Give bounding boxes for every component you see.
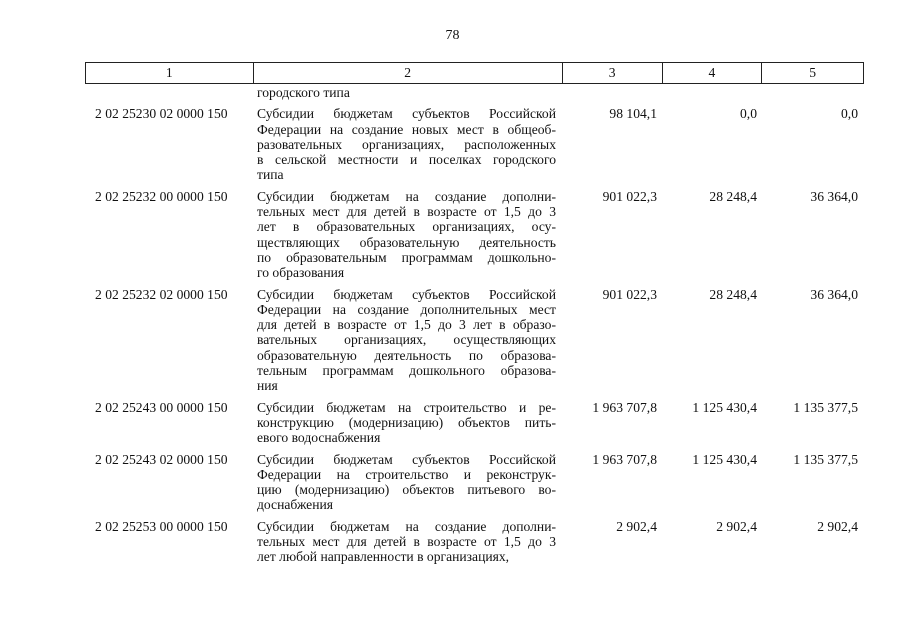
row-value-4: 28 248,4 bbox=[709, 188, 757, 204]
row-description-line: в сельской местности и поселках городского bbox=[257, 152, 556, 168]
row-value-5: 36 364,0 bbox=[810, 286, 858, 302]
row-description-line: образовательную деятельность по образова- bbox=[257, 347, 556, 363]
row-value-3: 901 022,3 bbox=[602, 188, 657, 204]
header-col-5: 5 bbox=[809, 65, 817, 80]
row-description-line: Субсидии бюджетам на строительство и ре- bbox=[257, 399, 556, 415]
row-value-4: 1 125 430,4 bbox=[692, 399, 757, 415]
row-value-3: 98 104,1 bbox=[609, 106, 657, 122]
row-description-line: Субсидии бюджетам на создание дополни- bbox=[257, 518, 556, 534]
row-description-line: разовательных организациях, расположенных bbox=[257, 136, 556, 152]
table-row bbox=[85, 400, 864, 446]
row-description bbox=[253, 189, 563, 281]
row-description-line: ществляющих образовательную деятельность bbox=[257, 234, 556, 250]
header-col-3: 3 bbox=[563, 63, 663, 83]
row-description-line: Субсидии бюджетам субъектов Российской bbox=[257, 106, 556, 122]
table-row bbox=[85, 287, 864, 394]
row-description bbox=[253, 287, 563, 394]
row-description-line: вательных организациях, осуществляющих bbox=[257, 332, 556, 348]
row-description-line: Федерации на создание новых мест в общеоб- bbox=[257, 121, 556, 137]
table-row bbox=[85, 189, 864, 281]
row-description-line: лет в образовательных организациях, осу- bbox=[257, 219, 556, 235]
row-value-4: 0,0 bbox=[740, 106, 757, 122]
row-value-5: 0,0 bbox=[841, 106, 858, 122]
row-description-line: для детей в возрасте от 1,5 до 3 лет в образо- bbox=[257, 317, 556, 333]
row-code: 2 02 25230 02 0000 150 bbox=[95, 106, 228, 122]
row-code: 2 02 25253 00 0000 150 bbox=[95, 518, 228, 534]
row-description-line: Субсидии бюджетам на создание дополни- bbox=[257, 188, 556, 204]
row-value-4: 2 902,4 bbox=[716, 518, 757, 534]
row-description-line: типа bbox=[257, 167, 284, 183]
page-number: 78 bbox=[445, 28, 460, 43]
table-body bbox=[85, 85, 864, 565]
row-description-line: ния bbox=[257, 378, 278, 394]
table-row bbox=[85, 106, 864, 182]
row-description-line: тельных мест для детей в возрасте от 1,5 до 3 bbox=[257, 534, 556, 550]
table-row bbox=[85, 452, 864, 513]
table-row bbox=[85, 519, 864, 565]
row-description-line: го образования bbox=[257, 265, 345, 281]
row-value-5: 1 135 377,5 bbox=[793, 451, 858, 467]
row-value-5: 1 135 377,5 bbox=[793, 399, 858, 415]
row-description bbox=[253, 452, 563, 513]
row-description-line: цию (модернизацию) объектов питьевого во- bbox=[257, 482, 556, 498]
continuation-row bbox=[85, 85, 864, 100]
row-value-3: 2 902,4 bbox=[616, 518, 657, 534]
row-description bbox=[253, 519, 563, 565]
row-description-line: евого водоснабжения bbox=[257, 430, 381, 446]
row-description-line: Субсидии бюджетам субъектов Российской bbox=[257, 451, 556, 467]
row-value-3: 1 963 707,8 bbox=[592, 399, 657, 415]
row-description-line: тельным программам дошкольного образова- bbox=[257, 363, 556, 379]
row-description-line: лет любой направленности в организациях, bbox=[257, 549, 510, 565]
row-description-line: доснабжения bbox=[257, 497, 334, 513]
row-description bbox=[253, 106, 563, 182]
row-description-line: тельных мест для детей в возрасте от 1,5 до 3 bbox=[257, 204, 556, 220]
row-description-line: конструкцию (модернизацию) объектов пить- bbox=[257, 414, 556, 430]
row-description-line: Федерации на создание дополнительных мест bbox=[257, 301, 556, 317]
row-code: 2 02 25243 00 0000 150 bbox=[95, 399, 228, 415]
row-description-line: Федерации на строительство и реконструк- bbox=[257, 466, 556, 482]
row-value-4: 28 248,4 bbox=[709, 286, 757, 302]
row-value-5: 2 902,4 bbox=[817, 518, 858, 534]
table-header bbox=[85, 62, 864, 84]
row-description-line: по образовательным программам дошкольно- bbox=[257, 249, 556, 265]
continuation-text: городского типа bbox=[257, 85, 350, 100]
row-code: 2 02 25232 00 0000 150 bbox=[95, 188, 228, 204]
row-value-4: 1 125 430,4 bbox=[692, 451, 757, 467]
header-col-2: 2 bbox=[254, 63, 563, 83]
header-col-1: 1 bbox=[86, 63, 254, 83]
row-value-3: 901 022,3 bbox=[602, 286, 657, 302]
row-code: 2 02 25243 02 0000 150 bbox=[95, 451, 228, 467]
row-value-5: 36 364,0 bbox=[810, 188, 858, 204]
row-description-line: Субсидии бюджетам субъектов Российской bbox=[257, 286, 556, 302]
header-col-4: 4 bbox=[663, 63, 763, 83]
row-code: 2 02 25232 02 0000 150 bbox=[95, 286, 228, 302]
row-description bbox=[253, 400, 563, 446]
row-value-3: 1 963 707,8 bbox=[592, 451, 657, 467]
